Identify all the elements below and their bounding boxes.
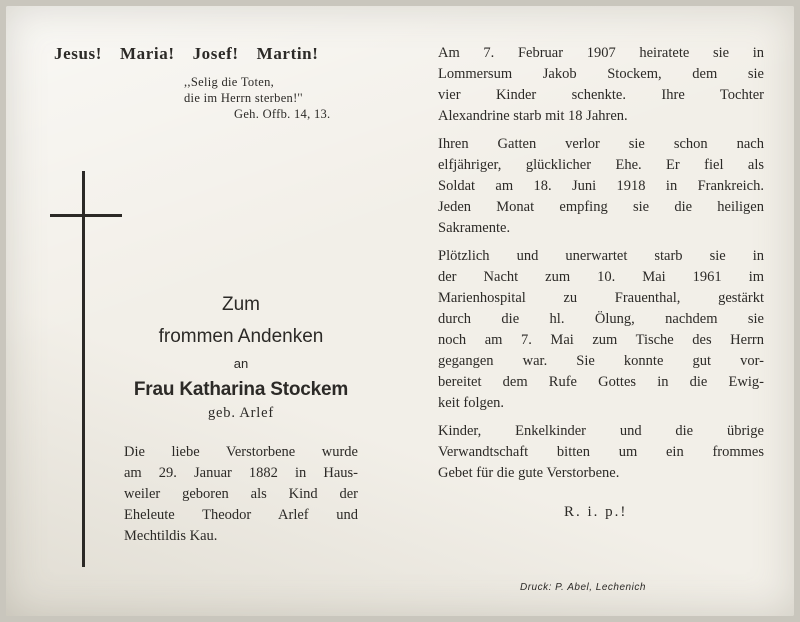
biography-left xyxy=(124,442,358,547)
paragraph-marriage xyxy=(438,43,764,127)
text-line: Gebet für die gute Verstorbene. xyxy=(438,465,620,481)
maiden-name: geb. Arlef xyxy=(208,405,274,421)
quote-reference: Geh. Offb. 14, 13. xyxy=(234,107,331,121)
text-line: durch die hl. Ölung, nachdem sie xyxy=(438,311,764,327)
quote-line: ,,Selig die Toten, xyxy=(184,75,275,89)
quote-line: die im Herrn sterben!'' xyxy=(184,91,303,105)
invocation-word: Martin! xyxy=(256,44,319,63)
memorial-heading xyxy=(126,294,356,428)
paragraph-husband xyxy=(438,134,764,239)
text-line: noch am 7. Mai zum Tische des Herrn xyxy=(438,332,764,348)
text-line: Plötzlich und unerwartet starb sie in xyxy=(438,248,764,264)
bio-line: Mechtildis Kau. xyxy=(124,528,218,544)
text-line: Verwandtschaft bitten um ein frommes xyxy=(438,444,764,460)
text-line: gegangen war. Sie konnte gut vor- xyxy=(438,353,764,369)
cross-icon xyxy=(82,171,85,567)
bio-line: am 29. Januar 1882 in Haus- xyxy=(124,465,358,481)
memorial-card xyxy=(6,6,794,616)
biography-right xyxy=(438,43,764,491)
invocation-word: Josef! xyxy=(192,44,239,63)
text-line: keit folgen. xyxy=(438,395,505,411)
text-line: Kinder, Enkelkinder und die übrige xyxy=(438,423,764,439)
heading-frommen-andenken: frommen Andenken xyxy=(158,326,324,347)
text-line: vier Kinder schenkte. Ihre Tochter xyxy=(438,87,764,103)
text-line: elfjähriger, glücklicher Ehe. Er fiel als xyxy=(438,157,764,173)
text-line: Sakramente. xyxy=(438,220,511,236)
printer-credit: Druck: P. Abel, Lechenich xyxy=(520,582,646,593)
scripture-quote xyxy=(184,74,364,122)
cross-icon-bar xyxy=(50,214,122,217)
paragraph-death xyxy=(438,246,764,414)
deceased-name: Frau Katharina Stockem xyxy=(133,379,349,400)
paragraph-family xyxy=(438,421,764,484)
text-line: Soldat am 18. Juni 1918 in Frankreich. xyxy=(438,178,764,194)
rip-closing: R. i. p.! xyxy=(564,504,628,520)
invocation-word: Maria! xyxy=(120,44,175,63)
text-line: Jeden Monat empfing sie die heiligen xyxy=(438,199,764,215)
invocation-word: Jesus! xyxy=(54,44,102,63)
text-line: Lommersum Jakob Stockem, dem sie xyxy=(438,66,764,82)
text-line: bereitet dem Rufe Gottes in die Ewig- xyxy=(438,374,764,390)
heading-zum: Zum xyxy=(222,294,260,315)
invocation-header xyxy=(54,44,374,64)
bio-line: Eheleute Theodor Arlef und xyxy=(124,507,358,523)
text-line: Ihren Gatten verlor sie schon nach xyxy=(438,136,764,152)
bio-line: Die liebe Verstorbene wurde xyxy=(124,444,358,460)
bio-line: weiler geboren als Kind der xyxy=(124,486,358,502)
text-line: Alexandrine starb mit 18 Jahren. xyxy=(438,108,628,124)
text-line: der Nacht zum 10. Mai 1961 im xyxy=(438,269,764,285)
text-line: Marienhospital zu Frauenthal, gestärkt xyxy=(438,290,764,306)
text-line: Am 7. Februar 1907 heiratete sie in xyxy=(438,45,764,61)
heading-an: an xyxy=(233,356,249,371)
